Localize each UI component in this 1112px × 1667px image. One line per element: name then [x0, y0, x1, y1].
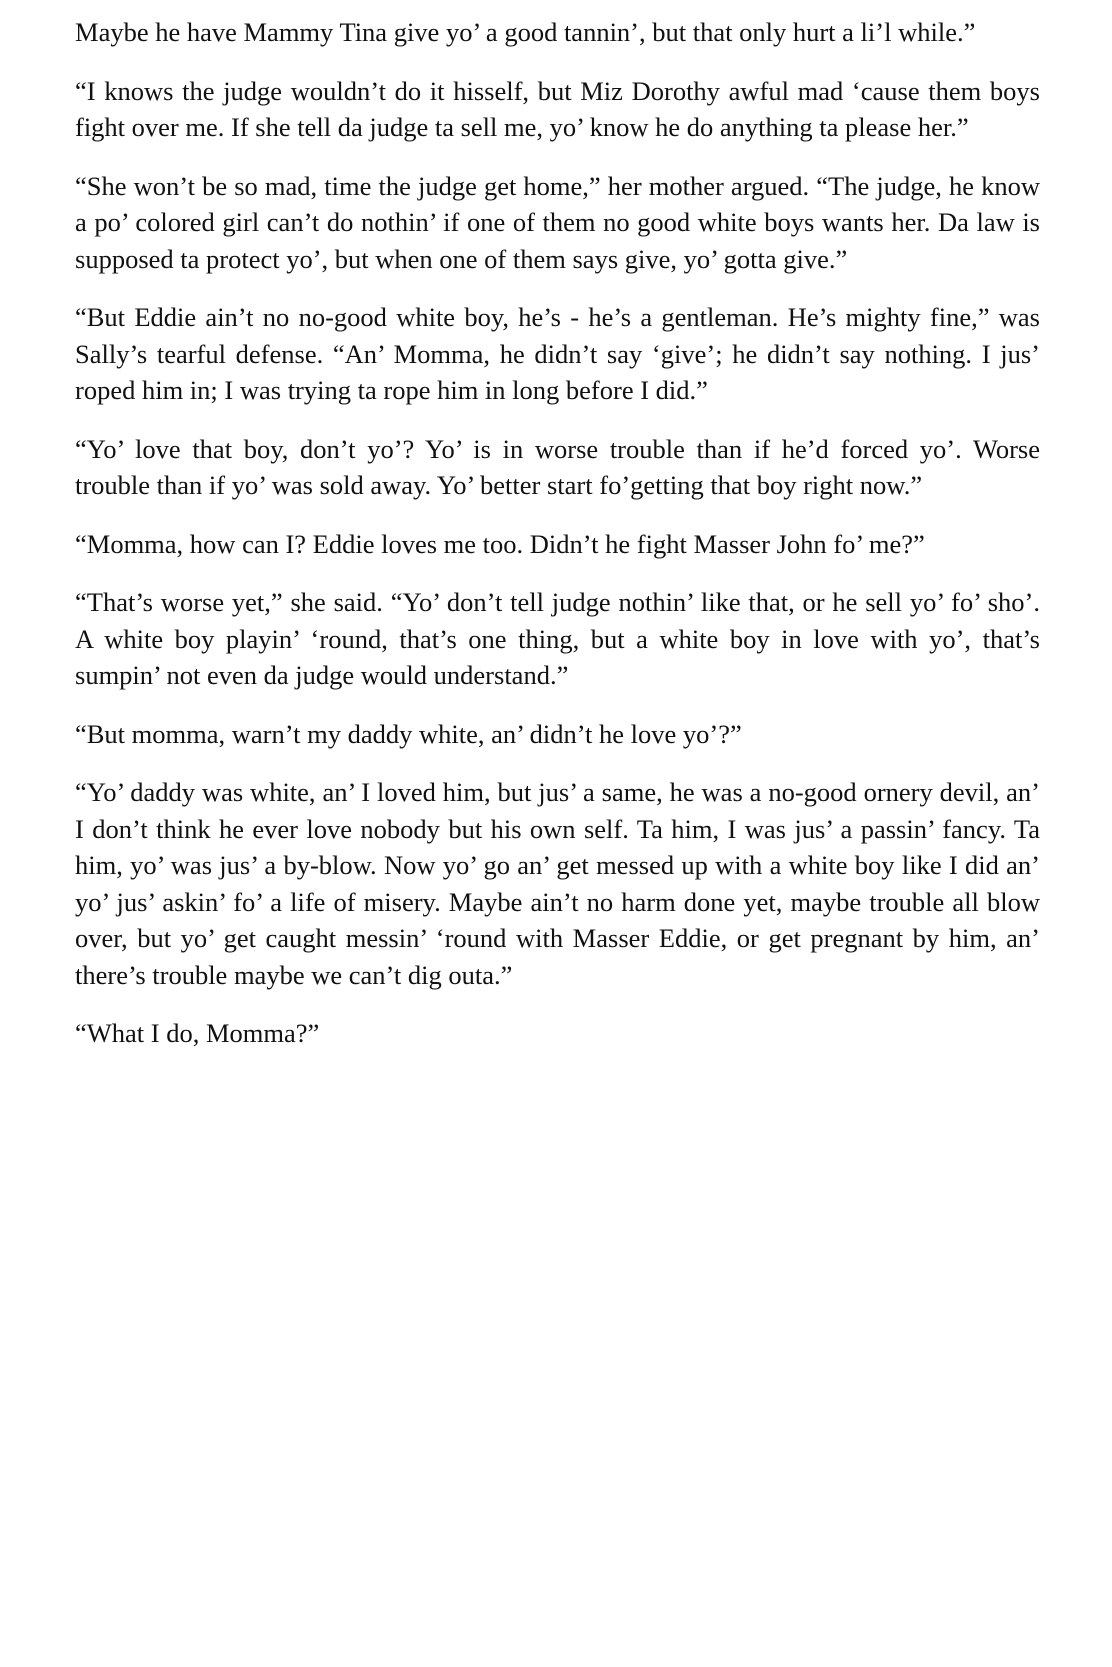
paragraph-2: “I knows the judge wouldn’t do it hisself, but Miz Dorothy awful mad ‘cause them boys fight over me. If she tell da judge ta sell me, yo’ know he do anything ta please her.”	[75, 75, 1040, 142]
paragraph-5: “Yo’ love that boy, don’t yo’? Yo’ is in worse trouble than if he’d forced yo’. Worse trouble than if yo’ was sold away. Yo’ better start fo’getting that boy right now.”	[75, 433, 1040, 500]
paragraph-9: “Yo’ daddy was white, an’ I loved him, but jus’ a same, he was a no-good ornery devil, an’ I don’t think he ever love nobody but his own self. Ta him, I was jus’ a passin’ fancy. Ta him, yo’ was jus’ a by-blow. Now yo’ go an’ get messed up with a white boy like I did an’ yo’ jus’ askin’ fo’ a life of misery. Maybe ain’t no harm done yet, maybe trouble all blow over, but yo’ get caught messin’ ‘round with Masser Eddie, or get pregnant by him, an’ there’s trouble maybe we can’t dig outa.”	[75, 777, 1040, 990]
paragraph-1: Maybe he have Mammy Tina give yo’ a good tannin’, but that only hurt a li’l while.”	[75, 17, 976, 47]
paragraph-8: “But momma, warn’t my daddy white, an’ didn’t he love yo’?”	[75, 718, 742, 749]
paragraph-7: “That’s worse yet,” she said. “Yo’ don’t tell judge nothin’ like that, or he sell yo’ fo’ sho’. A white boy playin’ ‘round, that’s one thing, but a white boy in love with yo’, that’s sumpin’ not even da judge would understand.”	[75, 587, 1040, 690]
paragraph-10: “What I do, Momma?”	[75, 1018, 320, 1048]
paragraph-3: “She won’t be so mad, time the judge get home,” her mother argued. “The judge, he know a po’ colored girl can’t do nothin’ if one of them no good white boys wants her. Da law is supposed ta protect yo’, but when one of them says give, yo’ gotta give.”	[75, 170, 1040, 274]
document-page	[75, 14, 1040, 1074]
paragraph-4: “But Eddie ain’t no no-good white boy, he’s - he’s a gentleman. He’s mighty fine,” was Sally’s tearful defense. “An’ Momma, he didn’t say ‘give’; he didn’t say nothing. I jus’ roped him in; I was trying ta rope him in long before I did.”	[75, 302, 1040, 405]
paragraph-6: “Momma, how can I? Eddie loves me too. Didn’t he fight Masser John fo’ me?”	[75, 528, 925, 559]
